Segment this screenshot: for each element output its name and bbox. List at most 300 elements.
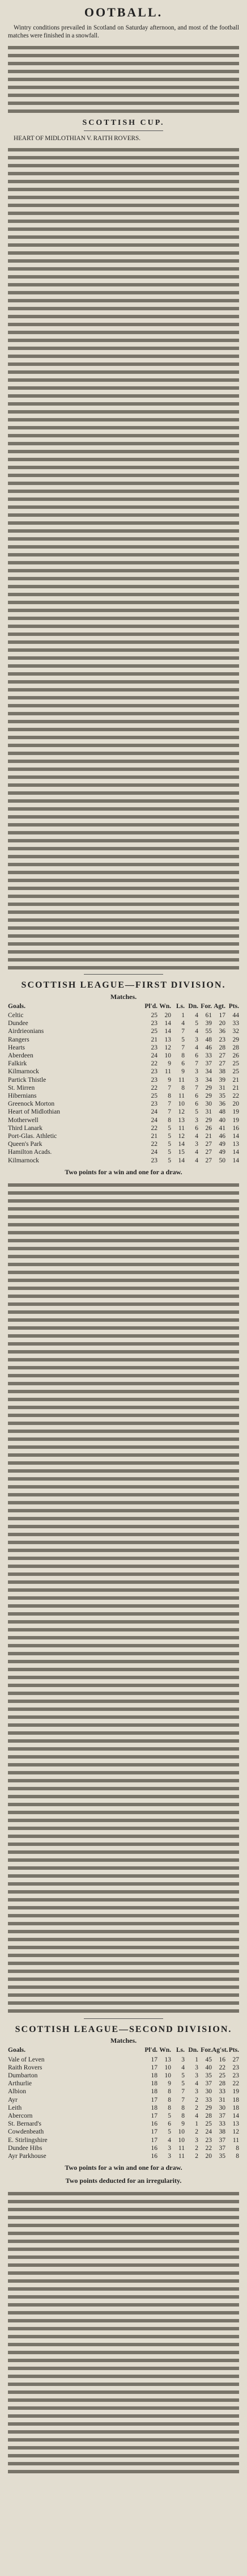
team-name: Celtic (8, 1011, 24, 1019)
league-two-subheading: Matches. (110, 2037, 137, 2045)
team-name: Dundee Hibs (8, 2144, 42, 2152)
team-name: Queen's Park (8, 1141, 42, 1148)
table-cell: 55 (205, 1028, 212, 1035)
table-cell: 17 (151, 2096, 157, 2103)
table-cell: 9 (168, 2080, 171, 2088)
table-cell: 8 (236, 2144, 239, 2152)
table-cell: 6 (195, 1101, 198, 1108)
table-cell: 30 (205, 2088, 212, 2096)
col-header: Ag'st. (212, 2047, 228, 2054)
table-cell: 4 (195, 1133, 198, 1140)
table-cell: 22 (232, 1093, 239, 1100)
table-cell: 4 (195, 2113, 198, 2120)
team-name: St. Mirren (8, 1084, 35, 1091)
table-cell: 5 (168, 2113, 171, 2120)
table-row (8, 2112, 239, 2120)
team-name: Kilmarnock (8, 1157, 39, 1164)
table-cell: 19 (232, 2088, 239, 2096)
table-cell: 24 (151, 1108, 157, 1116)
table-cell: 39 (219, 1076, 225, 1083)
table-row (8, 2064, 239, 2072)
table-cell: 13 (232, 1141, 239, 1148)
table-cell: 5 (195, 1020, 198, 1027)
table-cell: 7 (181, 1028, 185, 1035)
table-cell: 25 (219, 2072, 225, 2080)
table-cell: 7 (195, 1084, 198, 1091)
table-cell: 1 (195, 2056, 198, 2063)
table-header (8, 1002, 239, 1010)
table-row (8, 2088, 239, 2096)
table-cell: 49 (219, 1149, 225, 1156)
table-cell: 17 (151, 2128, 157, 2136)
table-cell: 37 (219, 2144, 225, 2152)
table-cell: 18 (151, 2088, 157, 2096)
cup-article (8, 134, 239, 971)
col-header: Pts. (228, 2047, 239, 2054)
table-cell: 4 (195, 1157, 198, 1164)
scottish-cup-heading: SCOTTISH CUP. (82, 118, 165, 127)
table-cell: 21 (151, 1133, 157, 1140)
col-header: Pl'd. (144, 2047, 157, 2054)
table-cell: 7 (195, 1060, 198, 1068)
table-cell: 28 (219, 2080, 225, 2088)
league-two-table (8, 2046, 239, 2160)
table-cell: 2 (195, 2104, 198, 2111)
table-cell: 33 (205, 1052, 212, 1059)
table-cell: 6 (195, 1052, 198, 1059)
table-cell: 25 (151, 1093, 157, 1100)
table-cell: 11 (178, 1076, 185, 1083)
table-cell: 11 (178, 1124, 185, 1132)
table-cell: 4 (181, 1020, 185, 1027)
table-cell: 3 (181, 2056, 185, 2063)
table-body (8, 2056, 239, 2161)
table-cell: 26 (205, 1124, 212, 1132)
team-name: Arthurlie (8, 2080, 32, 2088)
table-cell: 38 (219, 1068, 225, 1076)
table-cell: 18 (151, 2104, 157, 2111)
table-cell: 29 (232, 1036, 239, 1043)
table-cell: 6 (168, 2120, 171, 2128)
table-row (8, 1036, 239, 1044)
table-cell: 7 (168, 1108, 171, 1116)
table-cell: 11 (178, 2153, 185, 2160)
col-header: Dn. (188, 2047, 198, 2054)
table-cell: 3 (195, 2064, 198, 2071)
table-cell: 8 (168, 2096, 171, 2103)
table-cell: 6 (195, 1093, 198, 1100)
table-cell: 29 (205, 1116, 212, 1124)
col-header: For. (201, 1002, 212, 1010)
table-cell: 33 (205, 2096, 212, 2103)
table-cell: 3 (195, 1036, 198, 1043)
table-cell: 37 (205, 1060, 212, 1068)
league-two-note-2: Two points deducted for an irregularity. (65, 2177, 182, 2185)
goals-label: Goals. (8, 1002, 25, 1010)
team-name: Abercorn (8, 2113, 33, 2120)
table-cell: 12 (164, 1044, 171, 1051)
table-cell: 22 (205, 2144, 212, 2152)
table-cell: 21 (151, 1036, 157, 1043)
table-cell: 33 (219, 2120, 225, 2128)
table-cell: 16 (151, 2120, 157, 2128)
table-cell: 3 (195, 2072, 198, 2080)
table-row (8, 1044, 239, 1052)
table-cell: 37 (219, 2113, 225, 2120)
league-one-table (8, 1002, 239, 1165)
table-cell: 34 (205, 1068, 212, 1076)
table-row (8, 1019, 239, 1027)
team-name: Airdrieonians (8, 1028, 44, 1035)
table-cell: 5 (168, 1157, 171, 1164)
table-cell: 11 (178, 2144, 185, 2152)
table-cell: 9 (181, 2120, 185, 2128)
team-name: Greenock Morton (8, 1101, 55, 1108)
table-cell: 16 (151, 2144, 157, 2152)
table-cell: 35 (219, 1093, 225, 1100)
team-name: Rangers (8, 1036, 29, 1043)
table-cell: 13 (164, 1036, 171, 1043)
table-cell: 4 (168, 2136, 171, 2144)
table-cell: 23 (219, 1036, 225, 1043)
table-row (8, 1011, 239, 1019)
league-one-subheading: Matches. (110, 992, 137, 1001)
table-cell: 46 (219, 1133, 225, 1140)
table-cell: 13 (232, 2120, 239, 2128)
table-cell: 9 (168, 1060, 171, 1068)
table-cell: 24 (151, 1116, 157, 1124)
col-header: Wn. (159, 1002, 171, 1010)
table-cell: 20 (219, 1020, 225, 1027)
table-cell: 14 (164, 1020, 171, 1027)
table-cell: 8 (181, 1052, 185, 1059)
table-cell: 18 (232, 2104, 239, 2111)
table-cell: 17 (219, 1011, 225, 1019)
table-cell: 29 (205, 2104, 212, 2111)
intro-paragraph: Wintry conditions prevailed in Scotland on Saturday afternoon, and most of the football matches were finished in a snowfall. (8, 24, 239, 40)
table-cell: 5 (168, 1133, 171, 1140)
team-name: Partick Thistle (8, 1076, 46, 1083)
table-cell: 41 (219, 1124, 225, 1132)
table-cell: 3 (195, 2088, 198, 2096)
text-block (8, 44, 239, 113)
table-cell: 20 (232, 1101, 239, 1108)
table-cell: 14 (164, 1028, 171, 1035)
team-name: Leith (8, 2104, 22, 2111)
table-cell: 8 (168, 1116, 171, 1124)
table-cell: 8 (181, 2113, 185, 2120)
table-cell: 22 (151, 1141, 157, 1148)
team-name: Hearts (8, 1044, 25, 1051)
table-cell: 40 (205, 2064, 212, 2071)
team-name: St. Bernard's (8, 2120, 41, 2128)
col-header: Ls. (176, 1002, 185, 1010)
table-cell: 2 (195, 2128, 198, 2136)
team-name: Hamilton Acads. (8, 1149, 52, 1156)
table-row (8, 2144, 239, 2152)
table-cell: 4 (195, 1044, 198, 1051)
table-row (8, 2128, 239, 2136)
league-two-heading: SCOTTISH LEAGUE—SECOND DIVISION. (15, 2024, 232, 2034)
table-cell: 23 (151, 1157, 157, 1164)
table-cell: 33 (219, 2088, 225, 2096)
table-cell: 12 (178, 1133, 185, 1140)
table-cell: 8 (181, 1084, 185, 1091)
table-cell: 19 (232, 1116, 239, 1124)
table-header (8, 2046, 239, 2054)
goals-label: Goals. (8, 2047, 25, 2054)
table-cell: 44 (232, 1011, 239, 1019)
table-cell: 2 (195, 2096, 198, 2103)
table-row (8, 1092, 239, 1100)
table-cell: 29 (205, 1093, 212, 1100)
table-cell: 2 (195, 2144, 198, 2152)
intro-article (8, 24, 239, 112)
table-cell: 8 (168, 2088, 171, 2096)
table-row (8, 1157, 239, 1165)
team-name: Ayr (8, 2096, 18, 2103)
table-cell: 27 (205, 1149, 212, 1156)
table-cell: 22 (219, 2064, 225, 2071)
table-cell: 17 (151, 2056, 157, 2063)
table-cell: 4 (195, 2080, 198, 2088)
col-header: Pl'd. (144, 1002, 157, 1010)
table-cell: 13 (164, 2056, 171, 2063)
team-name: Port-Glas. Athletic (8, 1133, 57, 1140)
table-cell: 25 (205, 2120, 212, 2128)
table-cell: 24 (151, 1052, 157, 1059)
page-title: OOTBALL. (84, 5, 163, 19)
table-cell: 30 (219, 2104, 225, 2111)
table-cell: 19 (232, 1108, 239, 1116)
table-cell: 39 (205, 1020, 212, 1027)
table-cell: 31 (219, 1084, 225, 1091)
table-cell: 23 (151, 1044, 157, 1051)
col-header: For. (201, 2047, 212, 2054)
col-header: Dn. (188, 1002, 198, 1010)
table-cell: 40 (219, 1116, 225, 1124)
divider (84, 974, 163, 975)
table-row (8, 1108, 239, 1116)
table-cell: 14 (178, 1141, 185, 1148)
table-cell: 29 (205, 1084, 212, 1091)
table-cell: 23 (232, 2064, 239, 2071)
table-cell: 14 (232, 1157, 239, 1164)
table-cell: 6 (195, 1124, 198, 1132)
table-cell: 4 (195, 1028, 198, 1035)
divider (84, 130, 163, 131)
table-cell: 25 (151, 1028, 157, 1035)
league-two-note: Two points for a win and one for a draw. (65, 2164, 182, 2172)
table-row (8, 1140, 239, 1148)
table-cell: 5 (168, 1124, 171, 1132)
text-block (8, 146, 239, 971)
team-name: Cowdenbeath (8, 2128, 44, 2136)
table-cell: 16 (232, 1124, 239, 1132)
table-cell: 5 (195, 1108, 198, 1116)
table-cell: 3 (168, 2144, 171, 2152)
table-cell: 35 (205, 2072, 212, 2080)
table-cell: 11 (232, 2136, 239, 2144)
table-cell: 3 (195, 2136, 198, 2144)
table-cell: 11 (164, 1068, 171, 1076)
table-cell: 38 (219, 2128, 225, 2136)
table-cell: 3 (195, 1068, 198, 1076)
table-cell: 7 (181, 2088, 185, 2096)
table-cell: 23 (232, 2072, 239, 2080)
table-cell: 28 (219, 1044, 225, 1051)
table-cell: 10 (178, 1101, 185, 1108)
table-cell: 37 (219, 2136, 225, 2144)
table-cell: 22 (151, 1124, 157, 1132)
table-cell: 49 (219, 1141, 225, 1148)
table-row (8, 2120, 239, 2128)
league-one-note: Two points for a win and one for a draw. (65, 1167, 182, 1176)
col-header: Pts. (228, 1002, 239, 1010)
table-cell: 21 (232, 1084, 239, 1091)
table-cell: 10 (164, 2064, 171, 2071)
table-cell: 7 (181, 2096, 185, 2103)
table-cell: 46 (205, 1044, 212, 1051)
table-cell: 14 (178, 1157, 185, 1164)
table-cell: 9 (181, 1068, 185, 1076)
table-cell: 27 (219, 1052, 225, 1059)
team-name: Dundee (8, 1020, 28, 1027)
team-name: Kilmarnock (8, 1068, 39, 1076)
team-name: Falkirk (8, 1060, 27, 1068)
table-row (8, 1084, 239, 1092)
league-one-heading: SCOTTISH LEAGUE—FIRST DIVISION. (21, 980, 226, 990)
table-cell: 5 (168, 1149, 171, 1156)
table-row (8, 1100, 239, 1108)
table-cell: 22 (232, 2080, 239, 2088)
table-cell: 12 (178, 1108, 185, 1116)
text-block (8, 1181, 239, 2015)
table-cell: 1 (195, 2120, 198, 2128)
table-cell: 4 (181, 2064, 185, 2071)
table-cell: 31 (205, 1108, 212, 1116)
table-cell: 37 (205, 2080, 212, 2088)
col-header: Wn. (159, 2047, 171, 2054)
table-cell: 5 (168, 2128, 171, 2136)
table-cell: 50 (219, 1157, 225, 1164)
table-cell: 36 (219, 1028, 225, 1035)
table-row (8, 2152, 239, 2160)
table-cell: 13 (178, 1116, 185, 1124)
table-cell: 25 (151, 1011, 157, 1019)
table-cell: 33 (232, 1020, 239, 1027)
table-cell: 8 (236, 2153, 239, 2160)
table-cell: 24 (205, 2128, 212, 2136)
table-cell: 3 (195, 1076, 198, 1083)
table-cell: 23 (151, 1068, 157, 1076)
table-cell: 20 (205, 2153, 212, 2160)
table-cell: 14 (232, 1133, 239, 1140)
table-cell: 5 (181, 2072, 185, 2080)
team-name: Raith Rovers (8, 2064, 42, 2071)
team-name: Vale of Leven (8, 2056, 45, 2063)
table-row (8, 1116, 239, 1124)
table-cell: 8 (181, 2104, 185, 2111)
table-cell: 27 (205, 1141, 212, 1148)
table-cell: 20 (164, 1011, 171, 1019)
table-cell: 16 (219, 2056, 225, 2063)
table-cell: 3 (195, 1141, 198, 1148)
table-cell: 10 (178, 2136, 185, 2144)
table-cell: 14 (232, 2113, 239, 2120)
cup-match-heading: HEART OF MIDLOTHIAN V. RAITH ROVERS. (14, 134, 141, 142)
table-cell: 18 (151, 2072, 157, 2080)
table-cell: 22 (151, 1060, 157, 1068)
table-row (8, 1076, 239, 1084)
text-block (8, 2190, 239, 2473)
table-cell: 7 (168, 1101, 171, 1108)
table-body (8, 1011, 239, 1165)
league-one-reports (8, 1181, 239, 2015)
table-cell: 18 (151, 2080, 157, 2088)
table-row (8, 1060, 239, 1068)
table-cell: 32 (232, 1028, 239, 1035)
table-cell: 35 (219, 2153, 225, 2160)
team-name: E. Stirlingshire (8, 2136, 48, 2144)
table-cell: 10 (178, 2128, 185, 2136)
table-cell: 26 (232, 1052, 239, 1059)
team-name: Ayr Parkhouse (8, 2153, 46, 2160)
table-cell: 5 (181, 1036, 185, 1043)
table-cell: 8 (168, 2104, 171, 2111)
table-row (8, 2136, 239, 2144)
table-cell: 22 (151, 1084, 157, 1091)
table-cell: 30 (205, 1101, 212, 1108)
league-two-reports (8, 2190, 239, 2473)
table-cell: 23 (205, 2136, 212, 2144)
table-cell: 17 (151, 2064, 157, 2071)
table-cell: 7 (168, 1084, 171, 1091)
table-row (8, 2072, 239, 2080)
table-cell: 1 (181, 1011, 185, 1019)
table-cell: 21 (205, 1133, 212, 1140)
table-row (8, 1068, 239, 1076)
table-cell: 10 (164, 1052, 171, 1059)
table-row (8, 1132, 239, 1140)
table-cell: 5 (168, 1141, 171, 1148)
team-name: Dumbarton (8, 2072, 38, 2080)
table-cell: 16 (151, 2153, 157, 2160)
table-cell: 9 (168, 1076, 171, 1083)
col-header: Ls. (176, 2047, 185, 2054)
table-cell: 5 (181, 2080, 185, 2088)
table-cell: 23 (151, 1020, 157, 1027)
table-cell: 23 (151, 1076, 157, 1083)
table-cell: 11 (178, 1093, 185, 1100)
divider (84, 2018, 163, 2019)
table-cell: 34 (205, 1076, 212, 1083)
table-cell: 28 (205, 2113, 212, 2120)
table-cell: 31 (219, 2096, 225, 2103)
table-cell: 48 (219, 1108, 225, 1116)
table-cell: 14 (232, 1149, 239, 1156)
table-cell: 45 (205, 2056, 212, 2063)
team-name: Heart of Midlothian (8, 1108, 60, 1116)
table-cell: 18 (232, 2096, 239, 2103)
table-cell: 17 (151, 2136, 157, 2144)
table-cell: 61 (205, 1011, 212, 1019)
team-name: Albion (8, 2088, 26, 2096)
table-cell: 27 (219, 1060, 225, 1068)
table-cell: 17 (151, 2113, 157, 2120)
team-name: Motherwell (8, 1116, 39, 1124)
table-row (8, 2104, 239, 2112)
